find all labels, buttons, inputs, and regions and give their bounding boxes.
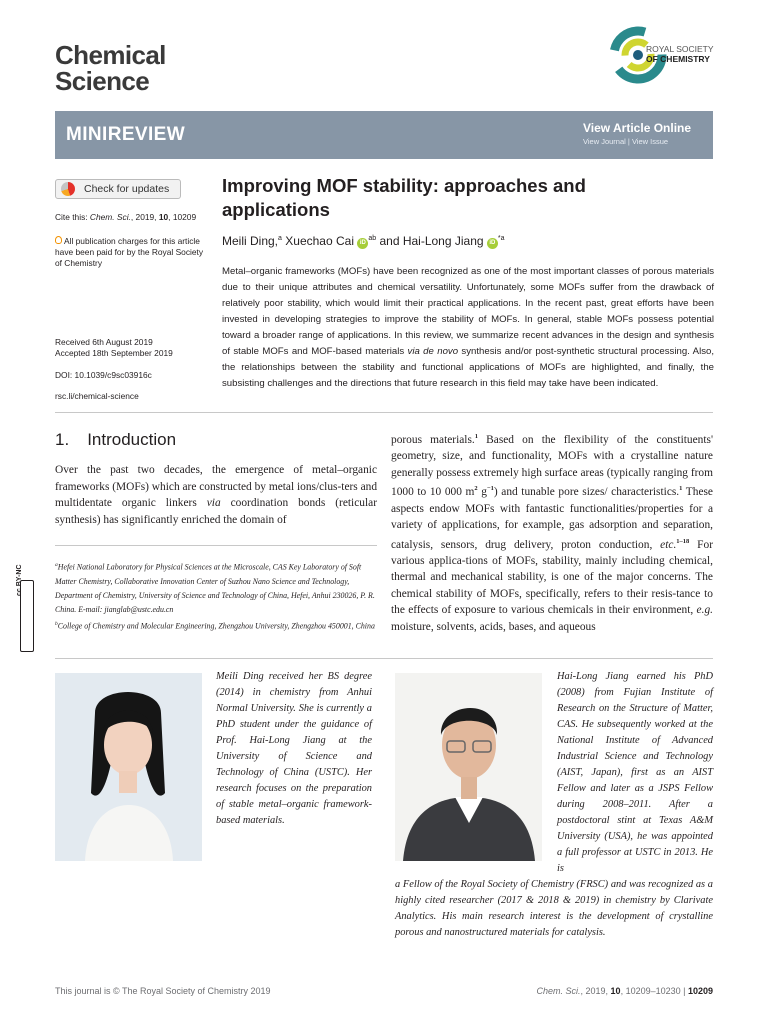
cite-journal: Chem. Sci. [89,212,131,222]
affiliations [55,558,377,634]
section-heading [55,430,176,450]
copyright-footer: This journal is © The Royal Society of Chemistry 2019 [55,986,271,996]
intro-text: For various applica-tions of MOFs, stability, mainly including chemical, thermal and mechanical stability, is one of the major concerns. The chemical stability of MOFs, specifically, refers to their resis-tance to the effects of exposure to various chemicals in their environment, [391,538,713,617]
orcid-icon[interactable]: iD [487,238,498,249]
journal-title-line1: Chemical [55,40,166,70]
author-jiang-affil: *a [497,235,505,242]
affiliation-a [55,558,377,617]
abstract-text-2: synthesis and/or post-synthetic structural processing. Also, the relationships between the stability and functional applications of MOFs are highlighted, and finally, the subsisting challenges and the directions that future research in this field may take have been indicated. [222,346,714,389]
footer-year: , 2019, [580,986,611,996]
intro-text: g [477,486,487,499]
orcid-icon[interactable]: iD [357,238,368,249]
intro-text: porous materials. [391,433,475,446]
superscript: −1 [486,485,494,493]
bio-ding: Meili Ding received her BS degree (2014) in chemistry from Anhui Normal University. She is currently a PhD student under the guidance of Prof. Hai-Long Jiang at the University of Science and Technology of China (USTC). Her research focuses on the preparation of stable metal–organic framework-based materials. [216,671,372,826]
intro-text: Based on the flexibility of the constituents' geometry, size, and functionality, MOFs with a crystalline nature generally possess extremely high surface areas (typically ranging from 1000 to 10 000 m [391,433,714,499]
affil-b-marker: b [55,621,58,628]
author-photo-ding [55,673,202,861]
received-date: Received 6th August 2019 [55,337,153,347]
cite-prefix: Cite this: [55,212,90,222]
oa-statement-line3: of Chemistry [55,258,103,268]
intro-text: Over the past two decades, the emergence of metal–organic frameworks (MOFs) which are constructed by metal ions/clus-ters and multidentate organic linkers [55,464,378,509]
article-type-label: MINIREVIEW [66,124,186,145]
citation [55,212,196,223]
section-number: 1. [55,430,70,449]
divider [55,412,713,413]
bio-jiang-wrap: Hai-Long Jiang earned his PhD (2008) from Fujian Institute of Research on the Structure of Matter, CAS. He subsequently worked at the National Institute of Advanced Industrial Science and Technology (AIST, Japan), first as an AIST Fellow and later as a JSPS Fellow during 2008–2011. After a postdoctoral stint at Texas A&M University (USA), he was appointed a full professor at USTC in 2013. He is [557,671,713,874]
page-footer [493,986,713,996]
journal-title-line2: Science [55,66,150,96]
footer-pages: , 10209–10230 | [620,986,688,996]
affil-b-text: College of Chemistry and Molecular Engineering, Zhengzhou University, Zhengzhou 450001, China [57,622,375,632]
author-jiang[interactable]: and Hai-Long Jiang [379,234,484,248]
footnote-divider [55,545,377,546]
intro-left-column [55,462,377,528]
author-ding[interactable]: Meili Ding, [222,234,279,248]
affil-a-marker: a [55,562,58,568]
bio-jiang-continued: a Fellow of the Royal Society of Chemistry (FRSC) and was recognized as a highly cited researcher (2017 & 2018 & 2019) in chemistry by Clarivate Analytics. His main research interest is the development of crystalline porous and nanostructured materials for catalysis. [395,879,713,938]
author-list [222,234,505,249]
publisher-line2: OF CHEMISTRY [646,54,710,64]
view-issue-link[interactable]: View Issue [631,137,669,146]
cc-license-label: cc BY-NC [16,564,23,596]
journal-issue-links [583,137,668,146]
intro-italic: etc. [660,538,677,551]
check-for-updates-label: Check for updates [84,183,170,195]
reference[interactable]: 1 [679,485,683,493]
author-photo-jiang [395,673,542,861]
view-journal-link[interactable]: View Journal [583,137,626,146]
intro-italic: e.g. [696,604,713,617]
affiliation-b [55,617,377,634]
intro-text: coordination bonds (reticular synthesis) has significantly enriched the domain of [55,497,377,526]
superscript: 2 [474,485,478,493]
cite-year: , 2019, [130,212,159,222]
cite-pages: , 10209 [168,212,197,222]
author-cai[interactable]: Xuechao Cai [285,234,354,248]
intro-text: These aspects endow MOFs with fantastic functionalities/properties for a variety of applications, for example, gas adsorption and separation, catalysis, sensors, drug delivery, proton conduction, [391,486,713,551]
open-access-icon [55,236,62,244]
abstract-text-1: Metal–organic frameworks (MOFs) have been recognized as one of the most important classes of porous materials due to their unique attributes and chemical versatility. Unfortunately, some MOFs suffer from the drawback of relatively poor stability, which would limit their practical applications. In the recent past, great efforts have been invested in developing strategies to improve the stability of MOFs. In general, stable MOFs possess potential toward a broader range of applications. In this review, we summarize recent advances in the design and synthesis of stable MOFs and MOF-based materials [222,266,714,357]
page-number: 10209 [687,986,713,996]
bio-divider [55,658,713,659]
link-separator: | [625,137,632,146]
oa-statement-line2: have been paid for by the Royal Society [55,247,204,257]
journal-title [55,42,255,94]
intro-right-column [391,429,713,635]
footer-journal: Chem. Sci. [536,986,581,996]
section-title: Introduction [87,430,177,449]
intro-italic: via [206,497,221,509]
doi[interactable]: DOI: 10.1039/c9sc03916c [55,370,152,380]
accepted-date: Accepted 18th September 2019 [55,348,173,358]
intro-text: moisture, solvents, acids, bases, and aqueous [391,620,596,633]
crossmark-icon [61,182,75,196]
publisher-name [646,44,714,64]
publisher-line1: ROYAL SOCIETY [646,44,714,54]
article-title: Improving MOF stability: approaches and applications [222,175,586,220]
author-cai-affil: ab [368,235,377,242]
footer-volume: 10 [610,986,621,996]
cite-volume: 10 [158,212,169,222]
journal-link[interactable]: rsc.li/chemical-science [55,391,139,401]
author-ding-affil: a [278,235,282,242]
oa-statement-line1: All publication charges for this article [64,236,200,246]
reference[interactable]: 1–18 [676,537,690,545]
intro-text: ) and tunable pore sizes/ characteristics. [493,486,680,499]
abstract-italic: via de novo [407,346,459,357]
affil-a-text: Hefei National Laboratory for Physical Sciences at the Microscale, CAS Key Laboratory of Soft Matter Chemistry, Collaborative Innovation Center of Suzhou Nano Science and Technology, Department of Chemistry, University of Science and Technology of China, Hefei, Anhui 230026, P. R. China. E-mail: jianglab@ustc.edu.cn [55,562,375,615]
reference[interactable]: 1 [474,433,479,440]
abstract [222,264,714,392]
view-article-online-link[interactable]: View Article Online [583,121,692,135]
